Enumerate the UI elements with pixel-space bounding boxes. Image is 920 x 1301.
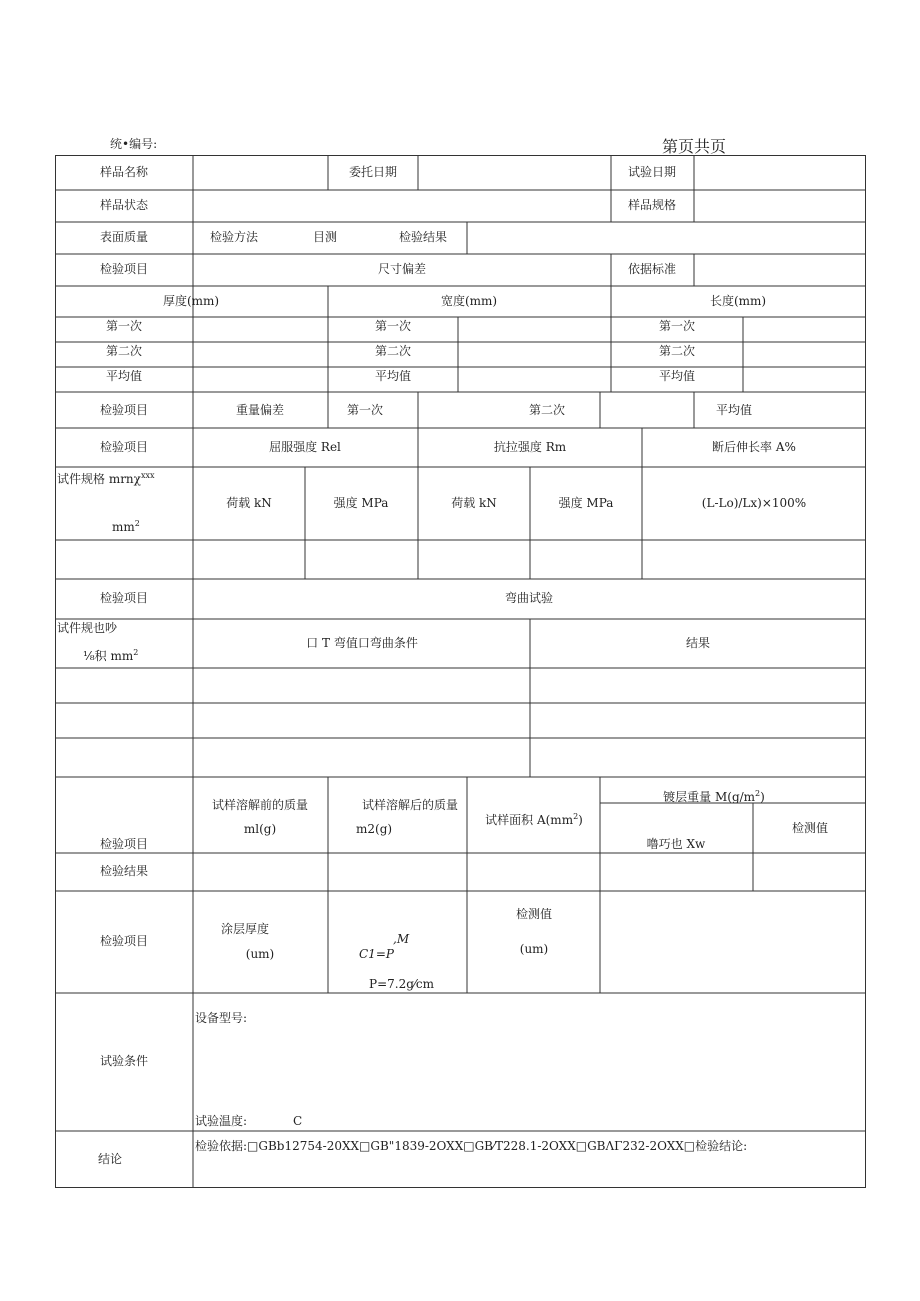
table-grid bbox=[55, 155, 866, 1188]
width-header: 宽度(mm) bbox=[440, 294, 498, 308]
elongation-label: 断后伸长率 A% bbox=[712, 440, 796, 454]
page-counter: 第页共页 bbox=[662, 137, 727, 156]
tensile-item-label: 检验项目 bbox=[99, 440, 149, 454]
bending-item-label: 检验项目 bbox=[99, 591, 149, 605]
mass-after-unit: m2(g) bbox=[356, 822, 393, 836]
tensile-spec-label: 试件规格 mrnχ$^{xxx}$ bbox=[57, 471, 155, 486]
coating-result-label: 检验结果 bbox=[99, 864, 149, 878]
thickness-item-label: 检验项目 bbox=[99, 934, 149, 948]
formula-m: ,M bbox=[393, 932, 410, 946]
length-first-label: 第一次 bbox=[658, 319, 696, 333]
test-conditions-label: 试验条件 bbox=[99, 1054, 149, 1068]
length-second-label: 第二次 bbox=[658, 344, 696, 358]
sample-spec-label: 样品规格 bbox=[627, 198, 677, 212]
bending-condition-label: 口 T 弯值口弯曲条件 bbox=[306, 636, 418, 650]
inspection-table bbox=[55, 155, 866, 1188]
yield-strength-header: 强度 MPa bbox=[333, 496, 389, 510]
density-label: P=7.2g⁄cm bbox=[369, 977, 434, 991]
conclusion-label: 结论 bbox=[97, 1152, 123, 1166]
formula-c: C1=P bbox=[359, 947, 394, 961]
coating-item-label: 检验项目 bbox=[99, 837, 149, 851]
measured-value-label: 检测值 bbox=[515, 907, 553, 921]
weight-average-label: 平均值 bbox=[715, 403, 753, 417]
yield-load-header: 荷载 kN bbox=[226, 496, 272, 510]
sample-area-label: 试样面积 $A(mm^2)$ bbox=[485, 812, 583, 827]
thickness-first-label: 第一次 bbox=[105, 319, 143, 333]
measured-value-unit: (um) bbox=[519, 942, 549, 956]
thickness-second-label: 第二次 bbox=[105, 344, 143, 358]
bending-area-label: ⅛积 $mm^2$ bbox=[83, 648, 139, 663]
sample-state-label: 样品状态 bbox=[99, 198, 149, 212]
serial-number-label: 统•编号: bbox=[110, 137, 158, 151]
tensile-load-header: 荷载 kN bbox=[451, 496, 497, 510]
equipment-model-label: 设备型号: bbox=[195, 1011, 248, 1025]
mass-before-label: 试样溶解前的质量 bbox=[211, 798, 309, 812]
width-average-label: 平均值 bbox=[374, 369, 412, 383]
entrust-date-label: 委托日期 bbox=[348, 165, 398, 179]
basis-standard-label: 依据标准 bbox=[627, 262, 677, 276]
coating-measured-label: 检测值 bbox=[791, 821, 829, 835]
weight-deviation-label: 重量偏差 bbox=[235, 403, 285, 417]
thickness-header: 厚度(mm) bbox=[162, 294, 220, 308]
tensile-strength-header: 强度 MPa bbox=[558, 496, 614, 510]
width-first-label: 第一次 bbox=[374, 319, 412, 333]
thickness-average-label: 平均值 bbox=[105, 369, 143, 383]
table-border bbox=[56, 156, 866, 1188]
tensile-strength-label: 抗拉强度 Rm bbox=[493, 440, 567, 454]
dimension-deviation-label: 尺寸偏差 bbox=[377, 262, 427, 276]
bending-test-label: 弯曲试验 bbox=[504, 591, 554, 605]
mass-before-unit: ml(g) bbox=[243, 822, 277, 836]
bending-spec-label: 试件规也吵 bbox=[57, 621, 118, 635]
weight-second-label: 第二次 bbox=[529, 403, 566, 417]
inspection-result-label: 检验结果 bbox=[399, 230, 448, 244]
coating-calc-label: 噜巧也 Xw bbox=[646, 837, 706, 851]
length-header: 长度(mm) bbox=[709, 294, 767, 308]
yield-strength-label: 屈服强度 Rel bbox=[269, 440, 341, 454]
coat-thickness-label: 涂层厚度 bbox=[220, 922, 270, 936]
length-average-label: 平均值 bbox=[658, 369, 696, 383]
coat-thickness-unit: (um) bbox=[245, 947, 275, 961]
coating-weight-label: 镀层重量 $M(g/m^2)$ bbox=[663, 789, 765, 804]
temperature-unit: C bbox=[293, 1114, 303, 1128]
width-second-label: 第二次 bbox=[374, 344, 412, 358]
inspection-method-label: 检验方法 bbox=[210, 230, 259, 244]
bending-result-label: 结果 bbox=[685, 636, 711, 650]
elongation-formula: (L-Lo)/Lx)×100% bbox=[701, 496, 807, 510]
sample-name-label: 样品名称 bbox=[99, 165, 149, 179]
conclusion-basis: 检验依据:□GBb12754-20XX□GB"1839-2OXX□GB⁄T228.1-2OXX□GBΛΓ232-2OXX□检验结论: bbox=[195, 1139, 748, 1153]
visual-inspection-value: 目测 bbox=[313, 230, 338, 244]
test-temperature-label: 试验温度: bbox=[195, 1114, 248, 1128]
surface-quality-label: 表面质量 bbox=[99, 230, 149, 244]
tensile-spec-unit: $mm^2$ bbox=[112, 519, 140, 534]
weight-item-label: 检验项目 bbox=[99, 403, 149, 417]
inspection-item-label: 检验项目 bbox=[99, 262, 149, 276]
weight-first-label: 第一次 bbox=[347, 403, 384, 417]
test-date-label: 试验日期 bbox=[627, 165, 677, 179]
mass-after-label: 试样溶解后的质量 bbox=[361, 798, 459, 812]
